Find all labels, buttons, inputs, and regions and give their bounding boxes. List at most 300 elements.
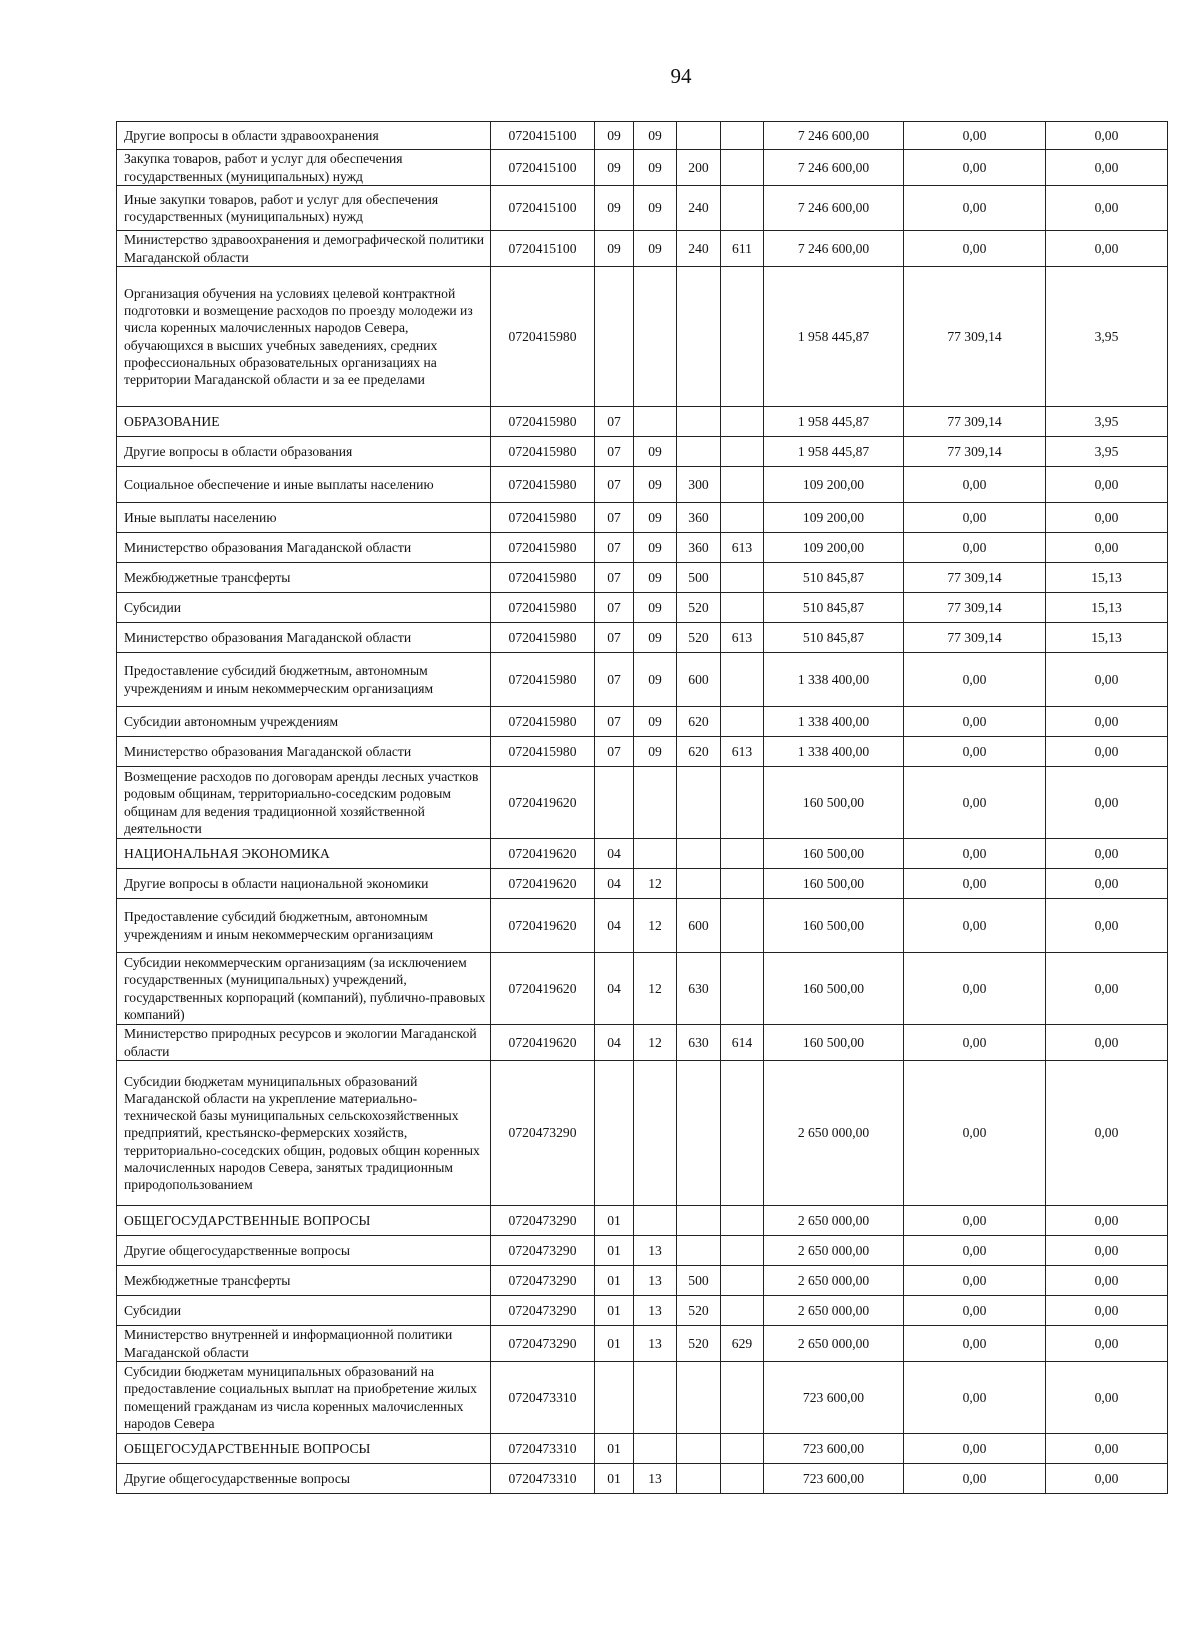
cell-section: 09 bbox=[595, 231, 634, 267]
table-row bbox=[117, 707, 1168, 737]
table-row bbox=[117, 122, 1168, 150]
cell-name: Предоставление субсидий бюджетным, автономным учреждениям и иным некоммерческим организациям bbox=[117, 899, 491, 953]
cell-name: Министерство образования Магаданской области bbox=[117, 737, 491, 767]
cell-expense-type: 300 bbox=[677, 467, 721, 503]
cell-admin-code bbox=[721, 899, 764, 953]
cell-executed: 0,00 bbox=[904, 1266, 1046, 1296]
cell-executed: 0,00 bbox=[904, 653, 1046, 707]
cell-subsection: 09 bbox=[634, 503, 677, 533]
table-row bbox=[117, 593, 1168, 623]
cell-planned: 510 845,87 bbox=[764, 593, 904, 623]
cell-name: ОБРАЗОВАНИЕ bbox=[117, 407, 491, 437]
cell-percent: 0,00 bbox=[1046, 1061, 1168, 1206]
cell-admin-code bbox=[721, 150, 764, 186]
cell-name: Субсидии некоммерческим организациям (за исключением государственных (муниципальных) учреждений, государственных корпораций (компаний), публично-правовых компаний) bbox=[117, 953, 491, 1025]
cell-percent: 0,00 bbox=[1046, 767, 1168, 839]
cell-planned: 160 500,00 bbox=[764, 1025, 904, 1061]
cell-section: 01 bbox=[595, 1434, 634, 1464]
cell-percent: 15,13 bbox=[1046, 623, 1168, 653]
cell-target-article: 0720415980 bbox=[491, 437, 595, 467]
table-row bbox=[117, 467, 1168, 503]
cell-planned: 109 200,00 bbox=[764, 467, 904, 503]
cell-expense-type bbox=[677, 1206, 721, 1236]
cell-percent: 0,00 bbox=[1046, 869, 1168, 899]
cell-name: Межбюджетные трансферты bbox=[117, 1266, 491, 1296]
cell-planned: 160 500,00 bbox=[764, 899, 904, 953]
cell-expense-type: 600 bbox=[677, 899, 721, 953]
table-row bbox=[117, 1362, 1168, 1434]
cell-admin-code bbox=[721, 593, 764, 623]
cell-planned: 1 338 400,00 bbox=[764, 653, 904, 707]
cell-name: Возмещение расходов по договорам аренды лесных участков родовым общинам, территориально-соседским родовым общинам для ведения традиционной хозяйственной деятельности bbox=[117, 767, 491, 839]
cell-admin-code bbox=[721, 1206, 764, 1236]
cell-executed: 0,00 bbox=[904, 503, 1046, 533]
table-row bbox=[117, 1206, 1168, 1236]
cell-subsection: 12 bbox=[634, 1025, 677, 1061]
cell-name: Иные закупки товаров, работ и услуг для обеспечения государственных (муниципальных) нужд bbox=[117, 186, 491, 231]
cell-executed: 0,00 bbox=[904, 1362, 1046, 1434]
cell-admin-code: 613 bbox=[721, 623, 764, 653]
table-row bbox=[117, 1266, 1168, 1296]
cell-executed: 0,00 bbox=[904, 1296, 1046, 1326]
cell-name: Министерство внутренней и информационной политики Магаданской области bbox=[117, 1326, 491, 1362]
cell-section: 04 bbox=[595, 899, 634, 953]
cell-expense-type bbox=[677, 1362, 721, 1434]
cell-planned: 1 958 445,87 bbox=[764, 407, 904, 437]
cell-admin-code bbox=[721, 1362, 764, 1434]
cell-expense-type bbox=[677, 1061, 721, 1206]
table-row bbox=[117, 503, 1168, 533]
cell-target-article: 0720415980 bbox=[491, 623, 595, 653]
cell-percent: 3,95 bbox=[1046, 267, 1168, 407]
cell-section: 07 bbox=[595, 407, 634, 437]
cell-section: 07 bbox=[595, 503, 634, 533]
cell-percent: 0,00 bbox=[1046, 1362, 1168, 1434]
cell-expense-type: 600 bbox=[677, 653, 721, 707]
cell-subsection: 12 bbox=[634, 953, 677, 1025]
cell-expense-type: 520 bbox=[677, 1296, 721, 1326]
cell-section bbox=[595, 1061, 634, 1206]
cell-expense-type bbox=[677, 1434, 721, 1464]
cell-name: Субсидии bbox=[117, 1296, 491, 1326]
cell-subsection: 13 bbox=[634, 1266, 677, 1296]
cell-section: 07 bbox=[595, 533, 634, 563]
cell-name: Организация обучения на условиях целевой контрактной подготовки и возмещение расходов по проезду молодежи из числа коренных малочисленных народов Севера, обучающихся в высших учебных заведениях, средних профессиональных образовательных организациях на территории Магаданской области и за ее пределами bbox=[117, 267, 491, 407]
cell-percent: 3,95 bbox=[1046, 437, 1168, 467]
cell-executed: 0,00 bbox=[904, 953, 1046, 1025]
cell-subsection: 09 bbox=[634, 467, 677, 503]
cell-name: ОБЩЕГОСУДАРСТВЕННЫЕ ВОПРОСЫ bbox=[117, 1434, 491, 1464]
cell-target-article: 0720415980 bbox=[491, 653, 595, 707]
table-row bbox=[117, 1326, 1168, 1362]
cell-subsection bbox=[634, 1206, 677, 1236]
cell-executed: 0,00 bbox=[904, 767, 1046, 839]
cell-admin-code bbox=[721, 953, 764, 1025]
table-row bbox=[117, 150, 1168, 186]
table-row bbox=[117, 407, 1168, 437]
cell-executed: 0,00 bbox=[904, 150, 1046, 186]
cell-percent: 0,00 bbox=[1046, 150, 1168, 186]
cell-section: 07 bbox=[595, 623, 634, 653]
cell-subsection bbox=[634, 1061, 677, 1206]
cell-percent: 0,00 bbox=[1046, 467, 1168, 503]
cell-executed: 0,00 bbox=[904, 1206, 1046, 1236]
cell-expense-type bbox=[677, 437, 721, 467]
cell-section: 04 bbox=[595, 839, 634, 869]
cell-executed: 77 309,14 bbox=[904, 563, 1046, 593]
cell-admin-code bbox=[721, 767, 764, 839]
cell-subsection: 09 bbox=[634, 186, 677, 231]
cell-executed: 0,00 bbox=[904, 1464, 1046, 1494]
cell-executed: 0,00 bbox=[904, 231, 1046, 267]
cell-section: 07 bbox=[595, 707, 634, 737]
cell-percent: 0,00 bbox=[1046, 1266, 1168, 1296]
table-row bbox=[117, 1464, 1168, 1494]
cell-expense-type: 520 bbox=[677, 593, 721, 623]
cell-subsection: 09 bbox=[634, 231, 677, 267]
cell-admin-code bbox=[721, 503, 764, 533]
cell-name: Межбюджетные трансферты bbox=[117, 563, 491, 593]
cell-target-article: 0720415980 bbox=[491, 737, 595, 767]
cell-section: 01 bbox=[595, 1206, 634, 1236]
cell-planned: 7 246 600,00 bbox=[764, 122, 904, 150]
cell-name: Другие общегосударственные вопросы bbox=[117, 1236, 491, 1266]
cell-executed: 0,00 bbox=[904, 737, 1046, 767]
cell-name: Субсидии бюджетам муниципальных образований на предоставление социальных выплат на приобретение жилых помещений гражданам из числа коренных малочисленных народов Севера bbox=[117, 1362, 491, 1434]
cell-target-article: 0720415980 bbox=[491, 267, 595, 407]
cell-admin-code bbox=[721, 1434, 764, 1464]
cell-subsection bbox=[634, 1434, 677, 1464]
cell-admin-code: 613 bbox=[721, 737, 764, 767]
cell-percent: 0,00 bbox=[1046, 1326, 1168, 1362]
cell-target-article: 0720415980 bbox=[491, 563, 595, 593]
cell-planned: 160 500,00 bbox=[764, 839, 904, 869]
cell-expense-type: 360 bbox=[677, 503, 721, 533]
cell-admin-code bbox=[721, 707, 764, 737]
cell-planned: 1 338 400,00 bbox=[764, 707, 904, 737]
table-row bbox=[117, 1434, 1168, 1464]
table-row bbox=[117, 953, 1168, 1025]
cell-expense-type bbox=[677, 122, 721, 150]
cell-target-article: 0720473310 bbox=[491, 1464, 595, 1494]
cell-planned: 2 650 000,00 bbox=[764, 1236, 904, 1266]
cell-section: 09 bbox=[595, 150, 634, 186]
cell-executed: 0,00 bbox=[904, 1326, 1046, 1362]
cell-section: 04 bbox=[595, 869, 634, 899]
cell-admin-code bbox=[721, 839, 764, 869]
cell-executed: 0,00 bbox=[904, 1025, 1046, 1061]
table-row bbox=[117, 737, 1168, 767]
cell-section: 07 bbox=[595, 467, 634, 503]
cell-planned: 510 845,87 bbox=[764, 623, 904, 653]
cell-name: Субсидии автономным учреждениям bbox=[117, 707, 491, 737]
table-row bbox=[117, 767, 1168, 839]
page-number: 94 bbox=[670, 64, 692, 88]
cell-expense-type: 630 bbox=[677, 953, 721, 1025]
cell-percent: 0,00 bbox=[1046, 533, 1168, 563]
cell-section: 07 bbox=[595, 653, 634, 707]
budget-table bbox=[116, 121, 1168, 1494]
table-row bbox=[117, 869, 1168, 899]
cell-expense-type: 630 bbox=[677, 1025, 721, 1061]
cell-percent: 0,00 bbox=[1046, 899, 1168, 953]
cell-planned: 7 246 600,00 bbox=[764, 231, 904, 267]
cell-target-article: 0720419620 bbox=[491, 899, 595, 953]
cell-section: 07 bbox=[595, 593, 634, 623]
cell-executed: 77 309,14 bbox=[904, 593, 1046, 623]
cell-subsection: 13 bbox=[634, 1464, 677, 1494]
cell-executed: 0,00 bbox=[904, 186, 1046, 231]
cell-section: 04 bbox=[595, 1025, 634, 1061]
cell-percent: 0,00 bbox=[1046, 1236, 1168, 1266]
cell-expense-type: 200 bbox=[677, 150, 721, 186]
cell-name: Министерство образования Магаданской области bbox=[117, 623, 491, 653]
cell-target-article: 0720415980 bbox=[491, 503, 595, 533]
cell-name: Другие вопросы в области здравоохранения bbox=[117, 122, 491, 150]
cell-percent: 0,00 bbox=[1046, 1025, 1168, 1061]
cell-name: Министерство природных ресурсов и экологии Магаданской области bbox=[117, 1025, 491, 1061]
cell-percent: 0,00 bbox=[1046, 503, 1168, 533]
cell-target-article: 0720473290 bbox=[491, 1296, 595, 1326]
cell-admin-code bbox=[721, 1296, 764, 1326]
cell-target-article: 0720415980 bbox=[491, 593, 595, 623]
cell-admin-code bbox=[721, 1061, 764, 1206]
cell-name: Другие вопросы в области образования bbox=[117, 437, 491, 467]
cell-percent: 0,00 bbox=[1046, 186, 1168, 231]
table-row bbox=[117, 1236, 1168, 1266]
cell-percent: 3,95 bbox=[1046, 407, 1168, 437]
cell-target-article: 0720415100 bbox=[491, 186, 595, 231]
cell-expense-type bbox=[677, 1464, 721, 1494]
cell-planned: 7 246 600,00 bbox=[764, 150, 904, 186]
cell-admin-code: 614 bbox=[721, 1025, 764, 1061]
table-row bbox=[117, 899, 1168, 953]
cell-subsection: 09 bbox=[634, 563, 677, 593]
cell-target-article: 0720415100 bbox=[491, 122, 595, 150]
cell-subsection bbox=[634, 767, 677, 839]
cell-name: Иные выплаты населению bbox=[117, 503, 491, 533]
cell-admin-code: 629 bbox=[721, 1326, 764, 1362]
cell-planned: 723 600,00 bbox=[764, 1464, 904, 1494]
cell-expense-type: 520 bbox=[677, 1326, 721, 1362]
cell-planned: 2 650 000,00 bbox=[764, 1061, 904, 1206]
cell-planned: 510 845,87 bbox=[764, 563, 904, 593]
cell-subsection: 09 bbox=[634, 707, 677, 737]
cell-executed: 77 309,14 bbox=[904, 407, 1046, 437]
cell-planned: 2 650 000,00 bbox=[764, 1206, 904, 1236]
cell-target-article: 0720419620 bbox=[491, 839, 595, 869]
cell-percent: 0,00 bbox=[1046, 653, 1168, 707]
cell-target-article: 0720415980 bbox=[491, 467, 595, 503]
cell-planned: 1 958 445,87 bbox=[764, 267, 904, 407]
cell-subsection: 09 bbox=[634, 653, 677, 707]
cell-target-article: 0720415980 bbox=[491, 707, 595, 737]
cell-executed: 0,00 bbox=[904, 869, 1046, 899]
cell-planned: 160 500,00 bbox=[764, 767, 904, 839]
cell-section: 01 bbox=[595, 1326, 634, 1362]
cell-admin-code bbox=[721, 563, 764, 593]
cell-executed: 77 309,14 bbox=[904, 267, 1046, 407]
cell-name: Министерство образования Магаданской области bbox=[117, 533, 491, 563]
table-row bbox=[117, 563, 1168, 593]
cell-admin-code bbox=[721, 267, 764, 407]
cell-admin-code bbox=[721, 122, 764, 150]
cell-section: 09 bbox=[595, 122, 634, 150]
cell-subsection: 13 bbox=[634, 1296, 677, 1326]
cell-subsection: 09 bbox=[634, 593, 677, 623]
cell-percent: 0,00 bbox=[1046, 707, 1168, 737]
cell-executed: 0,00 bbox=[904, 533, 1046, 563]
cell-target-article: 0720473290 bbox=[491, 1236, 595, 1266]
cell-executed: 0,00 bbox=[904, 839, 1046, 869]
cell-name: Другие общегосударственные вопросы bbox=[117, 1464, 491, 1494]
table-row bbox=[117, 437, 1168, 467]
cell-executed: 0,00 bbox=[904, 467, 1046, 503]
cell-section: 01 bbox=[595, 1464, 634, 1494]
cell-target-article: 0720415980 bbox=[491, 533, 595, 563]
cell-planned: 160 500,00 bbox=[764, 953, 904, 1025]
cell-expense-type: 240 bbox=[677, 186, 721, 231]
cell-target-article: 0720415100 bbox=[491, 150, 595, 186]
cell-executed: 0,00 bbox=[904, 899, 1046, 953]
cell-expense-type: 520 bbox=[677, 623, 721, 653]
cell-subsection bbox=[634, 267, 677, 407]
cell-expense-type: 620 bbox=[677, 737, 721, 767]
cell-executed: 0,00 bbox=[904, 1236, 1046, 1266]
cell-subsection: 09 bbox=[634, 437, 677, 467]
cell-expense-type: 500 bbox=[677, 1266, 721, 1296]
cell-expense-type: 360 bbox=[677, 533, 721, 563]
cell-target-article: 0720419620 bbox=[491, 953, 595, 1025]
cell-percent: 15,13 bbox=[1046, 563, 1168, 593]
cell-admin-code bbox=[721, 869, 764, 899]
table-row bbox=[117, 839, 1168, 869]
cell-target-article: 0720473310 bbox=[491, 1362, 595, 1434]
cell-percent: 0,00 bbox=[1046, 1206, 1168, 1236]
cell-section: 01 bbox=[595, 1296, 634, 1326]
cell-admin-code bbox=[721, 653, 764, 707]
cell-percent: 0,00 bbox=[1046, 1434, 1168, 1464]
table-body bbox=[117, 122, 1168, 1494]
cell-target-article: 0720473290 bbox=[491, 1061, 595, 1206]
cell-subsection bbox=[634, 839, 677, 869]
cell-section: 07 bbox=[595, 437, 634, 467]
table-row bbox=[117, 267, 1168, 407]
cell-section: 07 bbox=[595, 563, 634, 593]
cell-name: Другие вопросы в области национальной экономики bbox=[117, 869, 491, 899]
cell-expense-type bbox=[677, 839, 721, 869]
cell-subsection: 12 bbox=[634, 899, 677, 953]
cell-admin-code bbox=[721, 1266, 764, 1296]
cell-name: Социальное обеспечение и иные выплаты населению bbox=[117, 467, 491, 503]
table-row bbox=[117, 533, 1168, 563]
cell-expense-type: 240 bbox=[677, 231, 721, 267]
cell-subsection: 09 bbox=[634, 737, 677, 767]
cell-subsection bbox=[634, 407, 677, 437]
cell-admin-code: 611 bbox=[721, 231, 764, 267]
cell-planned: 2 650 000,00 bbox=[764, 1296, 904, 1326]
cell-subsection: 09 bbox=[634, 533, 677, 563]
cell-name: Предоставление субсидий бюджетным, автономным учреждениям и иным некоммерческим организациям bbox=[117, 653, 491, 707]
cell-name: Министерство здравоохранения и демографической политики Магаданской области bbox=[117, 231, 491, 267]
cell-percent: 0,00 bbox=[1046, 1464, 1168, 1494]
table-row bbox=[117, 1061, 1168, 1206]
cell-target-article: 0720473290 bbox=[491, 1326, 595, 1362]
table-row bbox=[117, 1296, 1168, 1326]
cell-admin-code: 613 bbox=[721, 533, 764, 563]
cell-name: ОБЩЕГОСУДАРСТВЕННЫЕ ВОПРОСЫ bbox=[117, 1206, 491, 1236]
cell-section: 01 bbox=[595, 1266, 634, 1296]
cell-name: Субсидии bbox=[117, 593, 491, 623]
table-row bbox=[117, 1025, 1168, 1061]
cell-percent: 0,00 bbox=[1046, 1296, 1168, 1326]
cell-expense-type bbox=[677, 869, 721, 899]
cell-percent: 0,00 bbox=[1046, 737, 1168, 767]
cell-subsection bbox=[634, 1362, 677, 1434]
cell-section bbox=[595, 267, 634, 407]
cell-planned: 723 600,00 bbox=[764, 1434, 904, 1464]
cell-section: 09 bbox=[595, 186, 634, 231]
cell-target-article: 0720473290 bbox=[491, 1266, 595, 1296]
cell-target-article: 0720419620 bbox=[491, 869, 595, 899]
cell-executed: 0,00 bbox=[904, 1061, 1046, 1206]
table-row bbox=[117, 231, 1168, 267]
cell-target-article: 0720415980 bbox=[491, 407, 595, 437]
cell-target-article: 0720419620 bbox=[491, 767, 595, 839]
cell-planned: 2 650 000,00 bbox=[764, 1266, 904, 1296]
cell-planned: 7 246 600,00 bbox=[764, 186, 904, 231]
cell-name: Закупка товаров, работ и услуг для обеспечения государственных (муниципальных) нужд bbox=[117, 150, 491, 186]
cell-subsection: 09 bbox=[634, 122, 677, 150]
cell-admin-code bbox=[721, 186, 764, 231]
cell-planned: 2 650 000,00 bbox=[764, 1326, 904, 1362]
cell-subsection: 12 bbox=[634, 869, 677, 899]
cell-name: НАЦИОНАЛЬНАЯ ЭКОНОМИКА bbox=[117, 839, 491, 869]
cell-expense-type bbox=[677, 267, 721, 407]
cell-expense-type bbox=[677, 767, 721, 839]
cell-admin-code bbox=[721, 1236, 764, 1266]
cell-planned: 1 958 445,87 bbox=[764, 437, 904, 467]
cell-expense-type: 500 bbox=[677, 563, 721, 593]
cell-executed: 0,00 bbox=[904, 122, 1046, 150]
cell-section: 04 bbox=[595, 953, 634, 1025]
cell-planned: 1 338 400,00 bbox=[764, 737, 904, 767]
cell-planned: 160 500,00 bbox=[764, 869, 904, 899]
cell-section: 01 bbox=[595, 1236, 634, 1266]
cell-section bbox=[595, 767, 634, 839]
cell-expense-type bbox=[677, 407, 721, 437]
cell-section bbox=[595, 1362, 634, 1434]
table-row bbox=[117, 186, 1168, 231]
cell-name: Субсидии бюджетам муниципальных образований Магаданской области на укрепление материально-технической базы муниципальных сельскохозяйственных предприятий, крестьянско-фермерских хозяйств, территориально-соседских общин, родовых общин коренных малочисленных народов Севера, занятых традиционным природопользованием bbox=[117, 1061, 491, 1206]
cell-admin-code bbox=[721, 467, 764, 503]
cell-target-article: 0720419620 bbox=[491, 1025, 595, 1061]
cell-subsection: 09 bbox=[634, 623, 677, 653]
cell-admin-code bbox=[721, 407, 764, 437]
cell-section: 07 bbox=[595, 737, 634, 767]
table-row bbox=[117, 623, 1168, 653]
cell-expense-type bbox=[677, 1236, 721, 1266]
cell-percent: 0,00 bbox=[1046, 122, 1168, 150]
cell-subsection: 13 bbox=[634, 1236, 677, 1266]
cell-executed: 77 309,14 bbox=[904, 623, 1046, 653]
cell-admin-code bbox=[721, 437, 764, 467]
cell-subsection: 09 bbox=[634, 150, 677, 186]
cell-planned: 723 600,00 bbox=[764, 1362, 904, 1434]
cell-executed: 0,00 bbox=[904, 707, 1046, 737]
cell-executed: 0,00 bbox=[904, 1434, 1046, 1464]
cell-percent: 0,00 bbox=[1046, 231, 1168, 267]
